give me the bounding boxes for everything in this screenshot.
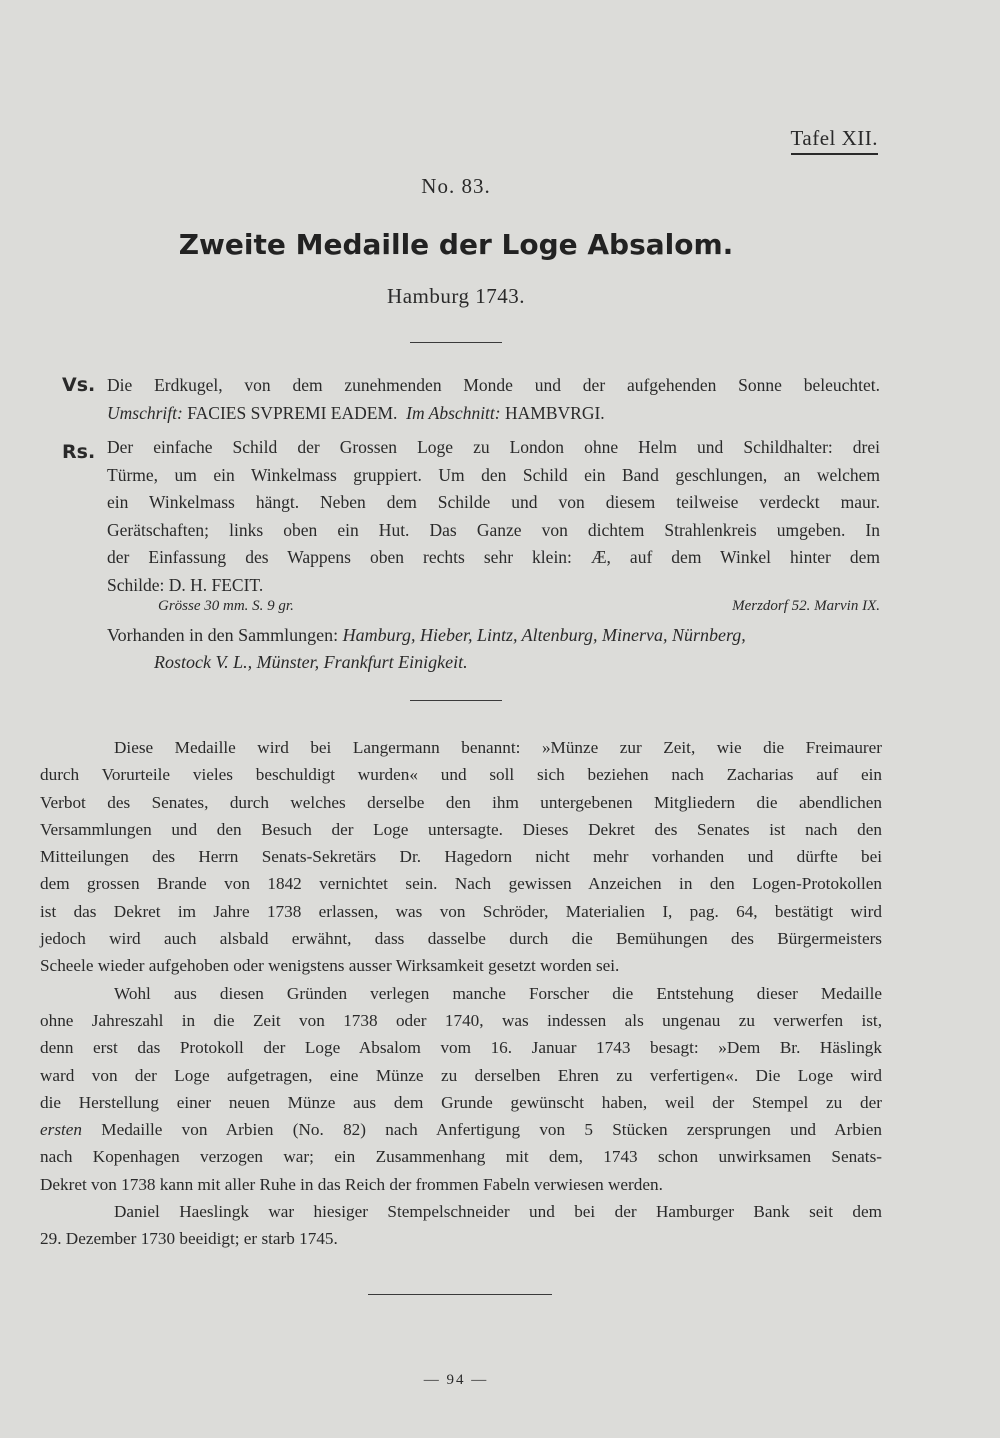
divider-bottom <box>368 1294 552 1295</box>
body-line: 29. Dezember 1730 beeidigt; er starb 1745. <box>40 1229 338 1249</box>
medal-references: Merzdorf 52. Marvin IX. <box>732 598 880 614</box>
reverse-line: Gerätschaften; links oben ein Hut. Das Ganze von dichtem Strahlenkreis umgeben. In <box>107 519 880 540</box>
body-line: ohne Jahreszahl in die Zeit von 1738 oder 1740, was indessen als ungenau zu verwerfen ist, <box>40 1010 882 1030</box>
body-line: Verbot des Senates, durch welches derselbe den ihm untergebenen Mitgliedern die abendlichen <box>40 792 882 812</box>
reverse-line: Schilde: D. H. FECIT. <box>107 574 264 595</box>
abschnitt-value: HAMBVRGI. <box>505 402 605 423</box>
divider-middle <box>410 700 502 701</box>
collections-line <box>107 649 880 676</box>
collections-line <box>107 622 880 649</box>
body-line: Diese Medaille wird bei Langermann benannt: »Münze zur Zeit, wie die Freimaurer <box>114 738 882 757</box>
obverse-label: Vs. <box>62 374 96 396</box>
abschnitt-label: Im Abschnitt: <box>406 402 501 423</box>
umschrift-value: FACIES SVPREMI EADEM. <box>187 402 398 423</box>
body-line: Wohl aus diesen Gründen verlegen manche Forscher die Entstehung dieser Medaille <box>114 983 882 1003</box>
body-line: Mitteilungen des Herrn Senats-Sekretärs Dr. Hagedorn nicht mehr vorhanden und dürfte bei <box>40 847 882 867</box>
body-line <box>40 1116 882 1143</box>
umschrift-label: Umschrift: <box>107 402 183 423</box>
emphasis: ersten <box>40 1120 83 1140</box>
collections <box>107 622 880 676</box>
body-line: nach Kopenhagen verzogen war; ein Zusammenhang mit dem, 1743 schon unwirksamen Senats- <box>40 1147 882 1167</box>
body-text <box>40 734 882 1253</box>
reverse-line: Türme, um ein Winkelmass gruppiert. Um den Schild ein Band geschlungen, an welchem <box>107 464 880 485</box>
reverse-line: ein Winkelmass hängt. Neben dem Schilde und von diesem teilweise verdeckt maur. <box>107 492 880 512</box>
obverse-inscription-line <box>107 400 880 428</box>
reverse-label: Rs. <box>62 441 96 463</box>
body-line: Scheele wieder aufgehoben oder wenigstens ausser Wirksamkeit gesetzt worden sei. <box>40 956 620 976</box>
reverse-description <box>107 434 880 599</box>
body-line: Versammlungen und den Besuch der Loge untersagte. Dieses Dekret des Senates ist nach den <box>40 819 882 839</box>
obverse-description <box>107 372 880 427</box>
divider-top <box>410 342 502 343</box>
body-line-rest: Medaille von Arbien (No. 82) nach Anfertigung von 5 Stücken zersprungen und Arbien <box>101 1120 882 1140</box>
body-line: Daniel Haeslingk war hiesiger Stempelschneider und bei der Hamburger Bank seit dem <box>114 1202 882 1222</box>
page-number: — 94 — <box>423 1372 489 1388</box>
body-line: ist das Dekret im Jahre 1738 erlassen, was von Schröder, Materialien I, pag. 64, bestätigt wird <box>40 901 882 921</box>
medal-size: Grösse 30 mm. S. 9 gr. <box>158 598 294 614</box>
collections-list: Rostock V. L., Münster, Frankfurt Einigkeit. <box>154 652 468 672</box>
collections-list: Hamburg, Hieber, Lintz, Altenburg, Minerva, Nürnberg, <box>342 625 746 645</box>
body-line: Dekret von 1738 kann mit aller Ruhe in das Reich der frommen Fabeln verwiesen werden. <box>40 1174 663 1194</box>
body-line: dem grossen Brande von 1842 vernichtet sein. Nach gewissen Anzeichen in den Logen-Protokollen <box>40 874 882 894</box>
page-title: Zweite Medaille der Loge Absalom. <box>178 228 734 261</box>
medal-metadata <box>158 598 880 615</box>
plate-number: Tafel XII. <box>791 126 878 155</box>
page-subtitle: Hamburg 1743. <box>387 284 525 308</box>
entry-number: No. 83. <box>421 174 491 198</box>
body-line: denn erst das Protokoll der Loge Absalom vom 16. Januar 1743 besagt: »Dem Br. Häslingk <box>40 1038 882 1058</box>
obverse-line: Die Erdkugel, von dem zunehmenden Monde und der aufgehenden Sonne beleuchtet. <box>107 375 880 395</box>
body-line: durch Vorurteile vieles beschuldigt wurden« und soll sich beziehen nach Zacharias auf ein <box>40 765 882 785</box>
reverse-line: der Einfassung des Wappens oben rechts sehr klein: Æ, auf dem Winkel hinter dem <box>107 547 880 567</box>
body-line: die Herstellung einer neuen Münze aus dem Grunde gewünscht haben, weil der Stempel zu der <box>40 1092 882 1112</box>
body-line: jedoch wird auch alsbald erwähnt, dass dasselbe durch die Bemühungen des Bürgermeisters <box>40 929 882 949</box>
collections-label: Vorhanden in den Sammlungen: <box>107 625 339 645</box>
body-line: ward von der Loge aufgetragen, eine Münze zu derselben Ehren zu verfertigen«. Die Loge wird <box>40 1065 882 1085</box>
reverse-line: Der einfache Schild der Grossen Loge zu London ohne Helm und Schildhalter: drei <box>107 437 880 457</box>
